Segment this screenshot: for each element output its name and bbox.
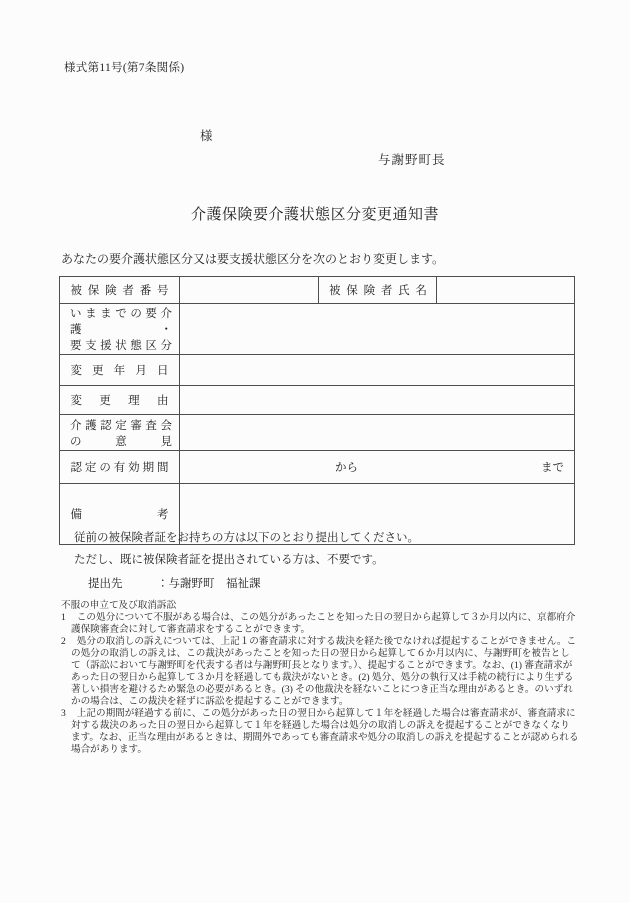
- table-row-previous-level: [60, 304, 575, 355]
- fineprint-item-3: [61, 708, 579, 756]
- validity-period-label-cell: [60, 451, 180, 484]
- issuer-mayor: 与謝野町長: [378, 153, 446, 167]
- change-reason-label-cell: [60, 386, 180, 415]
- note-already-submitted: ただし、既に被保険者証を提出されている方は、不要です。: [74, 554, 384, 566]
- table-row-validity-period: [60, 451, 575, 484]
- committee-opinion-label-line1: 介護認定審査会: [70, 419, 172, 432]
- note-return-card: 従前の被保険者証をお持ちの方は以下のとおり提出してください。: [74, 532, 419, 544]
- fineprint-item-1-text: この処分について不服がある場合は、この処分があったことを知った日の翌日から起算して３か月以内に、京都府介護保険審査会に対して審査請求をすることができます。: [71, 612, 576, 635]
- recipient-honorific: 様: [200, 129, 213, 143]
- change-reason-value-cell: [180, 386, 575, 415]
- fineprint-heading: 不服の申立て及び取消訴訟: [61, 600, 177, 611]
- insured-name-value-cell: [437, 277, 575, 304]
- committee-opinion-label-line2: の意見: [70, 435, 172, 448]
- table-row-committee-opinion: [60, 415, 575, 451]
- fineprint-item-1: [61, 612, 579, 636]
- change-date-value-cell: [180, 355, 575, 386]
- validity-period-value-cell: [180, 451, 575, 484]
- fineprint-item-1-number: 1: [61, 612, 66, 623]
- fineprint-item-2: [61, 636, 579, 708]
- previous-level-label-cell: [60, 304, 180, 355]
- insured-number-label: 被保険者番号: [70, 285, 169, 297]
- change-date-label: 変更年月日: [70, 365, 169, 377]
- form-number: 様式第11号(第7条関係): [64, 62, 185, 74]
- fineprint-item-2-text: 処分の取消しの訴えについては、上記１の審査請求に対する裁決を経た後でなければ提起することができません。この処分の取消しの訴えは、この裁決があったことを知った日の翌日から起算して６か月以内に、与謝野町を被告として（訴訟において与謝野町を代表する者は与謝野町長となります。）、提起することができます。なお、(1) 審査請求があった日の翌日から起算して３か月を経過しても裁決がないとき。(2) 処分、処分の執行又は手続の続行により生ずる著しい損害を避けるため緊急の必要があるとき。(3) その他裁決を経ないことにつき正当な理由があるとき。のいずれかの場合は、この裁決を経ずに訴訟を提起することができます。: [71, 636, 577, 707]
- remarks-label: 備考: [70, 509, 169, 521]
- insured-number-value-cell: [180, 277, 319, 304]
- validity-period-label: 認定の有効期間: [70, 462, 169, 474]
- validity-to-suffix: まで: [541, 462, 564, 474]
- validity-from-suffix: から: [335, 462, 358, 474]
- table-row-insured: [60, 277, 575, 304]
- previous-level-label-line1: いままでの要介護・: [70, 308, 172, 336]
- table-row-change-date: [60, 355, 575, 386]
- insured-name-label-cell: [319, 277, 437, 304]
- intro-sentence: あなたの要介護状態区分又は要支援状態区分を次のとおり変更します。: [61, 252, 445, 266]
- fineprint-item-2-number: 2: [61, 636, 66, 647]
- table-row-change-reason: [60, 386, 575, 415]
- appeal-fineprint: [61, 600, 579, 756]
- committee-opinion-label-cell: [60, 415, 180, 451]
- fineprint-item-3-text: 上記の期間が経過する前に、この処分があった日の翌日から起算して１年を経過した場合は審査請求が、審査請求に対する裁決のあった日の翌日から起算して１年を経過した場合は処分の取消しの訴えを提起することができなくなります。なお、正当な理由があるときは、期間外であっても審査請求や処分の取消しの訴えを提起することが認められる場合があります。: [71, 708, 579, 755]
- fineprint-item-3-number: 3: [61, 708, 66, 719]
- insured-number-label-cell: [60, 277, 180, 304]
- previous-level-label-line2: 要支援状態区分: [70, 340, 172, 352]
- previous-level-value-cell: [180, 304, 575, 355]
- notification-table: [59, 276, 575, 545]
- committee-opinion-value-cell: [180, 415, 575, 451]
- page-title: 介護保険要介護状態区分変更通知書: [190, 207, 439, 223]
- submission-destination: 提出先 ：与謝野町 福祉課: [88, 578, 261, 590]
- change-reason-label: 変更理由: [70, 395, 169, 407]
- change-date-label-cell: [60, 355, 180, 386]
- insured-name-label: 被保険者氏名: [329, 285, 427, 297]
